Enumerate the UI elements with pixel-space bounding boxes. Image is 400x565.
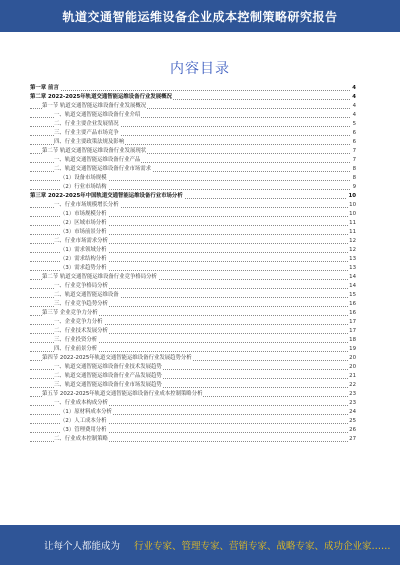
toc-page-number: 4 (352, 85, 356, 91)
toc-entry-text: 二、行业市场需求分析 (54, 238, 108, 244)
toc-page-number: 21 (349, 373, 356, 379)
toc-entry[interactable] (30, 291, 356, 300)
toc-page-number: 4 (352, 112, 356, 118)
toc-entry-text: 一、行业成本构成分析 (54, 400, 108, 406)
toc-entry-text: （3）需求趋势分析 (60, 265, 107, 271)
toc-entry[interactable] (30, 408, 356, 417)
toc-entry-text: 一、轨道交通智能运维设备行业介绍 (54, 112, 141, 118)
toc-entry[interactable] (30, 399, 356, 408)
toc-entry[interactable] (30, 381, 356, 390)
toc-page-number: 16 (349, 310, 356, 316)
toc-entry[interactable] (30, 138, 356, 147)
toc-entry-text: 二、轨道交通智能运维设备行业产品发展趋势 (54, 373, 162, 379)
toc-page-number: 20 (349, 355, 356, 361)
toc-page-number: 8 (352, 175, 356, 181)
toc-entry-text: 二、行业成本控制策略 (54, 436, 108, 442)
toc-entry[interactable] (30, 264, 356, 273)
toc-entry-text: （3）市场前景分析 (60, 229, 107, 235)
toc-entry-text: 三、行业主要产品市场竞争 (54, 130, 119, 136)
toc-entry[interactable] (30, 435, 356, 444)
toc-entry-text: （2）行业市场结构 (60, 184, 107, 190)
toc-entry[interactable] (30, 318, 356, 327)
toc-entry-text: 一、轨道交通智能运维设备行业技术发展趋势 (54, 364, 162, 370)
toc-entry[interactable] (30, 174, 356, 183)
toc-entry-text: 第一节 轨道交通智能运维设备行业发展概况 (42, 103, 147, 109)
toc-entry[interactable] (30, 255, 356, 264)
toc-page-number: 17 (349, 319, 356, 325)
toc-page-number: 4 (352, 94, 356, 100)
toc-entry[interactable] (30, 192, 356, 201)
header-bar (0, 0, 400, 32)
toc-page-number: 10 (349, 211, 356, 217)
toc-page-number: 15 (349, 292, 356, 298)
toc-entry[interactable] (30, 102, 356, 111)
footer-bar (0, 525, 400, 565)
toc-page-number: 13 (349, 256, 356, 262)
toc-entry-text: 一、企业竞争力分析 (54, 319, 103, 325)
toc-page-number: 10 (349, 202, 356, 208)
toc-entry[interactable] (30, 282, 356, 291)
toc-page-number: 26 (349, 427, 356, 433)
toc-page-number: 7 (352, 157, 356, 163)
toc-entry-text: （1）原材料成本分析 (60, 409, 112, 415)
toc-entry-text: 一、行业市场规模增长分析 (54, 202, 119, 208)
toc-page-number: 12 (349, 238, 356, 244)
toc-entry[interactable] (30, 147, 356, 156)
toc-page-number: 19 (349, 346, 356, 352)
toc-entry[interactable] (30, 84, 356, 93)
toc-entry[interactable] (30, 210, 356, 219)
toc-entry-text: 一、行业竞争格局分析 (54, 283, 108, 289)
footer-slogan: 让每个人都能成为 (44, 541, 121, 552)
toc-entry-text: （1）市场规模分析 (60, 211, 107, 217)
toc-entry-text: 二、行业主要企业发展情况 (54, 121, 119, 127)
toc-page-number: 4 (352, 103, 356, 109)
toc-entry-text: 四、行业前景分析 (54, 346, 98, 352)
toc-entry-text: 四、行业主要政策法规及影响 (54, 139, 125, 145)
toc-leader-dots (30, 90, 350, 91)
toc-entry-text: 三、轨道交通智能运维设备行业市场发展趋势 (54, 382, 162, 388)
toc-entry[interactable] (30, 156, 356, 165)
toc-entry[interactable] (30, 165, 356, 174)
toc-entry-text: （1）设备市场规模 (60, 175, 107, 181)
toc-page-number: 11 (349, 229, 356, 235)
toc-entry[interactable] (30, 111, 356, 120)
toc-page-number: 14 (349, 274, 356, 280)
toc-entry[interactable] (30, 129, 356, 138)
toc-page-number: 11 (349, 220, 356, 226)
toc-entry[interactable] (30, 372, 356, 381)
toc-entry-text: 三、行业竞争趋势分析 (54, 301, 108, 307)
toc-entry[interactable] (30, 273, 356, 282)
toc-entry[interactable] (30, 120, 356, 129)
toc-entry[interactable] (30, 390, 356, 399)
toc-entry-text: （3）管理费用分析 (60, 427, 107, 433)
toc-heading: 内容目录 (170, 61, 230, 77)
toc-entry-text: 一、轨道交通智能运维设备行业产品 (54, 157, 141, 163)
toc-page-number: 20 (349, 364, 356, 370)
toc-entry[interactable] (30, 336, 356, 345)
toc-entry[interactable] (30, 354, 356, 363)
toc-entry-text: （2）区域市场分析 (60, 220, 107, 226)
toc-page-number: 6 (352, 139, 356, 145)
report-title: 轨道交通智能运维设备企业成本控制策略研究报告 (62, 10, 338, 24)
footer-tagline: 行业专家、管理专家、营销专家、战略专家、成功企业家…… (134, 541, 391, 552)
toc-entry-text: 第五节 2022-2025年轨道交通智能运维设备行业成本控制策略分析 (42, 391, 203, 397)
toc-entry[interactable] (30, 201, 356, 210)
toc-entry-text: （1）需求领域分析 (60, 247, 107, 253)
toc-entry[interactable] (30, 93, 356, 102)
toc-page-number: 24 (349, 409, 356, 415)
toc-entry-text: 第一章 前言 (30, 85, 59, 91)
toc-page-number: 14 (349, 283, 356, 289)
toc-page-number: 25 (349, 418, 356, 424)
toc-page-number: 8 (352, 166, 356, 172)
toc-entry[interactable] (30, 237, 356, 246)
toc-entry[interactable] (30, 363, 356, 372)
toc-entry[interactable] (30, 426, 356, 435)
toc-entry[interactable] (30, 228, 356, 237)
toc-entry[interactable] (30, 300, 356, 309)
toc-page-number: 18 (349, 337, 356, 343)
toc-entry[interactable] (30, 183, 356, 192)
toc-entry-text: 二、轨道交通智能运维设备 (54, 292, 119, 298)
table-of-contents (30, 84, 356, 444)
toc-page-number: 9 (352, 184, 356, 190)
toc-entry-text: 三、行业投资分析 (54, 337, 98, 343)
toc-page-number: 23 (349, 400, 356, 406)
toc-page-number: 22 (349, 382, 356, 388)
toc-entry-text: 二、轨道交通智能运维设备行业市场需求 (54, 166, 152, 172)
toc-entry-text: （2）人工成本分析 (60, 418, 107, 424)
toc-entry-text: 二、行业技术发展分析 (54, 328, 108, 334)
toc-entry[interactable] (30, 417, 356, 426)
toc-page-number: 17 (349, 328, 356, 334)
toc-entry[interactable] (30, 327, 356, 336)
toc-page-number: 7 (352, 148, 356, 154)
toc-entry-text: 第二章 2022-2025年轨道交通智能运维设备行业发展概况 (30, 94, 172, 100)
toc-page-number: 27 (349, 436, 356, 442)
toc-entry[interactable] (30, 246, 356, 255)
toc-page-number: 12 (349, 247, 356, 253)
toc-entry-text: （2）需求结构分析 (60, 256, 107, 262)
toc-page-number: 13 (349, 265, 356, 271)
toc-entry-text: 第二节 轨道交通智能运维设备行业竞争格局分析 (42, 274, 157, 280)
toc-page-number: 5 (352, 121, 356, 127)
toc-page-number: 16 (349, 301, 356, 307)
toc-page-number: 6 (352, 130, 356, 136)
toc-page-number: 23 (349, 391, 356, 397)
toc-entry[interactable] (30, 345, 356, 354)
toc-entry-text: 第四节 2022-2025年轨道交通智能运维设备行业发展趋势分析 (42, 355, 192, 361)
toc-entry[interactable] (30, 309, 356, 318)
toc-entry-text: 第三章 2022-2025年中国轨道交通智能运维设备行业市场分析 (30, 193, 183, 199)
toc-entry-text: 第三节 企业竞争力分析 (42, 310, 98, 316)
toc-page-number: 10 (348, 193, 356, 199)
toc-entry[interactable] (30, 219, 356, 228)
toc-entry-text: 第二节 轨道交通智能运维设备行业发展现状 (42, 148, 147, 154)
